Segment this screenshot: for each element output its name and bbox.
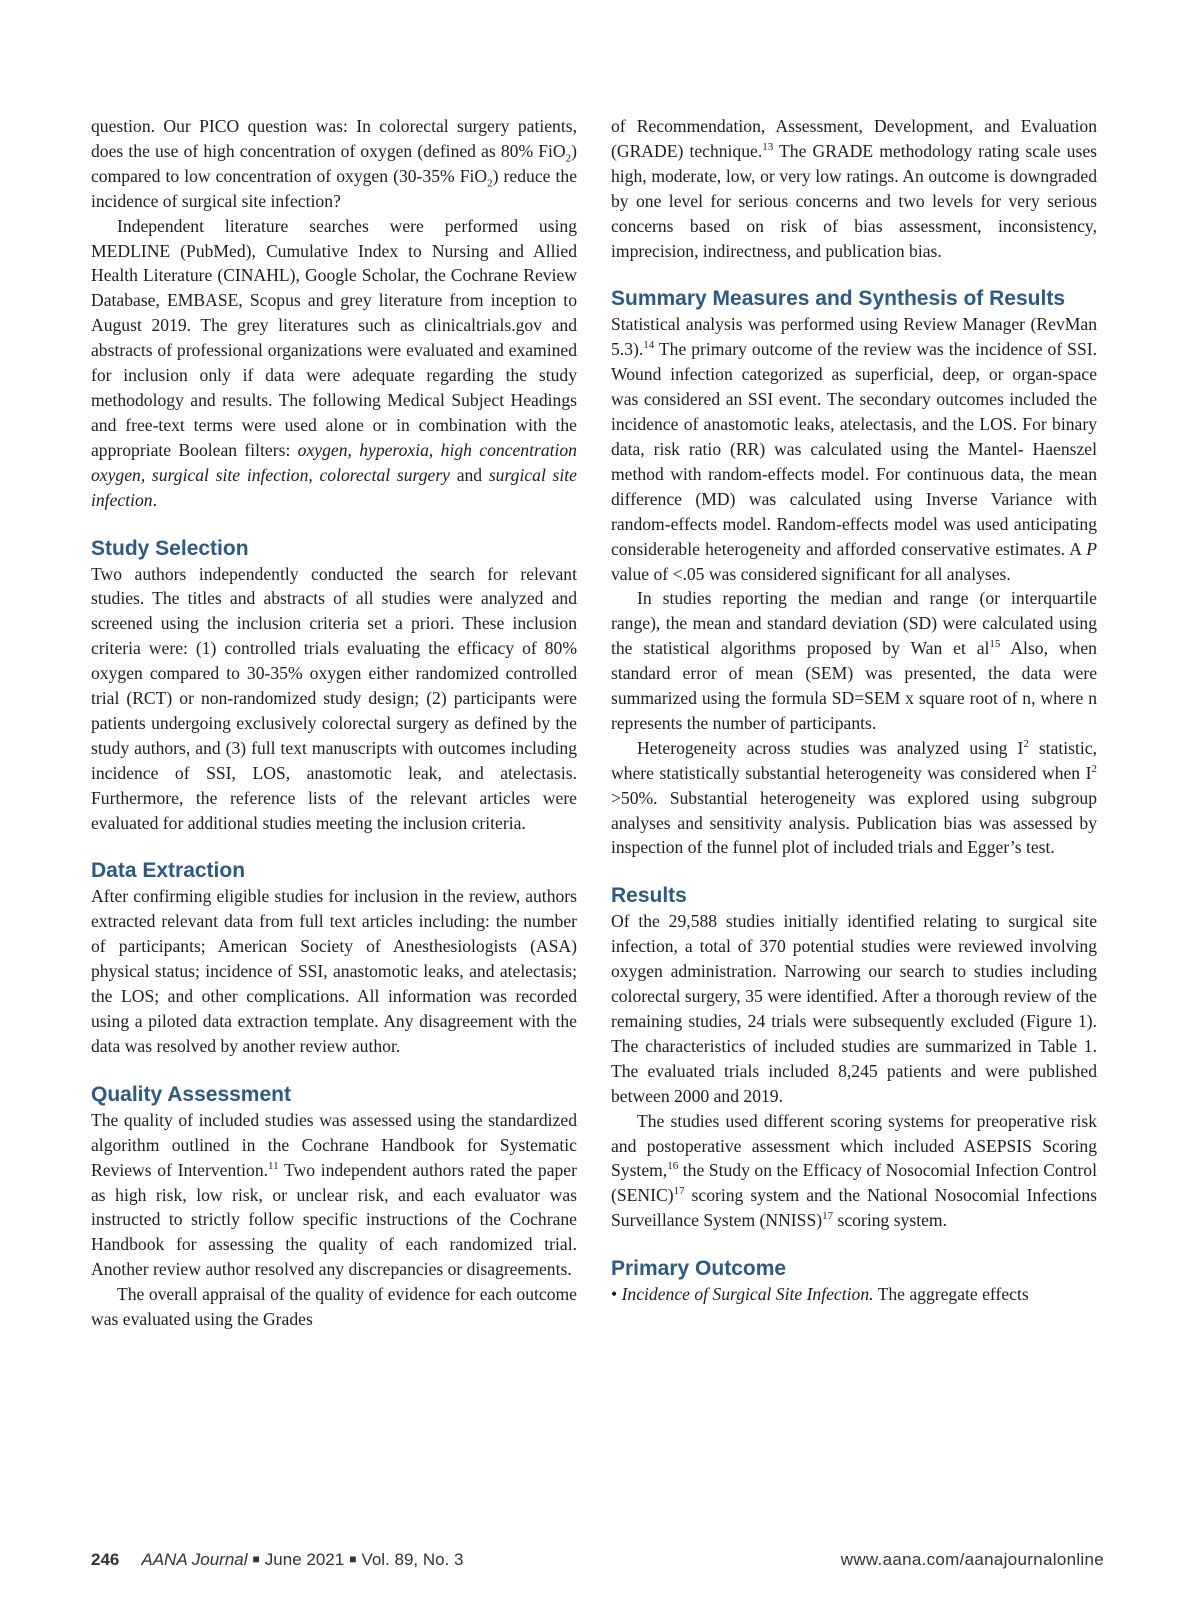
results-heading: Results	[611, 884, 687, 908]
page-footer	[91, 1550, 1104, 1574]
median-range-paragraph: In studies reporting the median and range (or interquartile range), the mean and standard deviation (SD) were calculated using the statistical algorithms proposed by Wan et $al^{15}$ Also, when standard error of mean (SEM) was presented, the data were summarized using the formula SD=SEM x square root of n, where n represents the number of participants.	[611, 588, 1097, 733]
literature-search-paragraph: Independent literature searches were performed using MEDLINE (PubMed), Cumulative Index to Nursing and Allied Health Literature (CINAHL), Google Scholar, the Cochrane Review Database, EMBASE, Scopus and grey literature from inception to August 2019. The grey literatures such as clinicaltrials.gov and abstracts of professional organizations were evaluated and examined for inclusion only if data were adequate regarding the study methodology and results. The following Medical Subject Headings and free-text terms were used alone or in combination with the appropriate Boolean filters: oxygen, hyperoxia, high concentration oxygen, surgical site infection, colorectal surgery and surgical site infection.	[91, 215, 577, 510]
scoring-systems-paragraph: The studies used different scoring systems for preoperative risk and postoperative assessment which included ASEPSIS Scoring System,$^{16}$ the Study on the Efficacy of Nosocomial Infection Control (SENIC)$^{17}$ scoring system and the National Nosocomial Infections Surveillance System (NNISS)$^{17}$ scoring system.	[611, 1110, 1097, 1231]
study-selection-heading: Study Selection	[91, 536, 249, 560]
left-column	[91, 114, 577, 1332]
reference-superscript: 17	[673, 1185, 685, 1198]
summary-measures-heading: Summary Measures and Synthesis of Results	[611, 287, 1065, 311]
page-number: 246	[91, 1550, 120, 1569]
reference-superscript: 14	[643, 339, 655, 352]
reference-superscript: 16	[667, 1160, 679, 1173]
journal-url: www.aana.com/aanajournalonline	[840, 1550, 1104, 1569]
quality-assessment-paragraph: The quality of included studies was assessed using the standardized algorithm outlined in the Cochrane Handbook for Systematic Reviews of Intervention.$^{11}$ Two independent authors rated the paper as high risk, low risk, or unclear risk, and each evaluator was instructed to strictly follow specific instructions of the Cochrane Handbook for assessing the quality of each randomized trial. Another review author resolved any discrepancies or disagreements.	[91, 1109, 577, 1280]
overall-appraisal-paragraph: The overall appraisal of the quality of evidence for each outcome was evaluated using the Grades	[91, 1284, 577, 1330]
reference-superscript: 11	[268, 1159, 279, 1172]
quality-assessment-heading: Quality Assessment	[91, 1082, 291, 1106]
footer-citation	[91, 1550, 464, 1570]
study-selection-paragraph: Two authors independently conducted the search for relevant studies. The titles and abstracts of all studies were analyzed and screened using the inclusion criteria set a priori. These inclusion criteria were: (1) controlled trials evaluating the efficacy of 80% oxygen compared to 30-35% oxygen either randomized controlled trial (RCT) or non-randomized study design; (2) participants were patients undergoing exclusively colorectal surgery as defined by the study authors, and (3) full text manuscripts with outcomes including incidence of SSI, LOS, anastomotic leak, and atelectasis. Furthermore, the reference lists of the relevant articles were evaluated for additional studies meeting the inclusion criteria.	[91, 563, 577, 833]
results-paragraph: Of the 29,588 studies initially identified relating to surgical site infection, a total of 370 potential studies were reviewed involving oxygen administration. Narrowing our search to studies including colorectal surgery, 35 were identified. After a thorough review of the remaining studies, 24 trials were subsequently excluded (Figure 1). The characteristics of included studies are summarized in Table 1. The evaluated trials included 8,245 patients and were published between 2000 and 2019.	[611, 911, 1097, 1106]
data-extraction-heading: Data Extraction	[91, 859, 246, 883]
primary-outcome-bullet-item: • Incidence of Surgical Site Infection. The aggregate effects	[611, 1284, 1029, 1305]
reference-superscript: 13	[762, 141, 774, 154]
journal-name: AANA Journal	[141, 1550, 248, 1569]
right-column	[611, 114, 1097, 1307]
volume-issue: Vol. 89, No. 3	[361, 1550, 464, 1569]
reference-superscript: 15	[989, 638, 1001, 651]
pico-question-paragraph: question. Our PICO question was: In colorectal surgery patients, does the use of high concentration of oxygen (defined as 80% FiO$_2$) compared to low concentration of oxygen (30-35% FiO$_2$) reduce the incidence of surgical site infection?	[91, 116, 578, 211]
heterogeneity-paragraph: Heterogeneity across studies was analyzed using $I^2$ statistic, where statistically substantial heterogeneity was considered when $I^2 >50\%$. Substantial heterogeneity was explored using subgroup analyses and sensitivity analysis. Publication bias was assessed by inspection of the funnel plot of included trials and Egger’s test.	[611, 737, 1097, 858]
primary-outcome-heading: Primary Outcome	[611, 1257, 787, 1281]
bullet-icon: •	[611, 1284, 618, 1305]
grade-paragraph: of Recommendation, Assessment, Development, and Evaluation (GRADE) technique.$^{13}$ The GRADE methodology rating scale uses high, moderate, low, or very low ratings. An outcome is downgraded by one level for serious concerns and two levels for very serious concerns based on risk of bias assessment, inconsistency, imprecision, indirectness, and publication bias.	[611, 116, 1097, 261]
reference-superscript: 17	[822, 1210, 834, 1223]
statistical-analysis-paragraph: Statistical analysis was performed using Review Manager (RevMan 5.3).$^{14}$ The primary outcome of the review was the incidence of SSI. Wound infection categorized as superficial, deep, or organ-space was considered an SSI event. The secondary outcomes included the incidence of anastomotic leaks, atelectasis, and the LOS. For binary data, risk ratio (RR) was calculated using the Mantel- Haenszel method with random-effects model. For continuous data, the mean difference (MD) was calculated using Inverse Variance with random-effects model. Random-effects model was used anticipating considerable heterogeneity and afforded conservative estimates. A P value of <.05 was considered significant for all analyses.	[611, 314, 1097, 584]
square-separator-icon: ■	[252, 1552, 260, 1566]
square-separator-icon: ■	[349, 1552, 357, 1566]
data-extraction-paragraph: After confirming eligible studies for inclusion in the review, authors extracted relevant data from full text articles including: the number of participants; American Society of Anesthesiologists (ASA) physical status; incidence of SSI, anastomotic leaks, and atelectasis; the LOS; and other complications. All information was recorded using a piloted data extraction template. Any disagreement with the data was resolved by another review author.	[91, 886, 577, 1056]
issue-date: June 2021	[264, 1550, 345, 1569]
